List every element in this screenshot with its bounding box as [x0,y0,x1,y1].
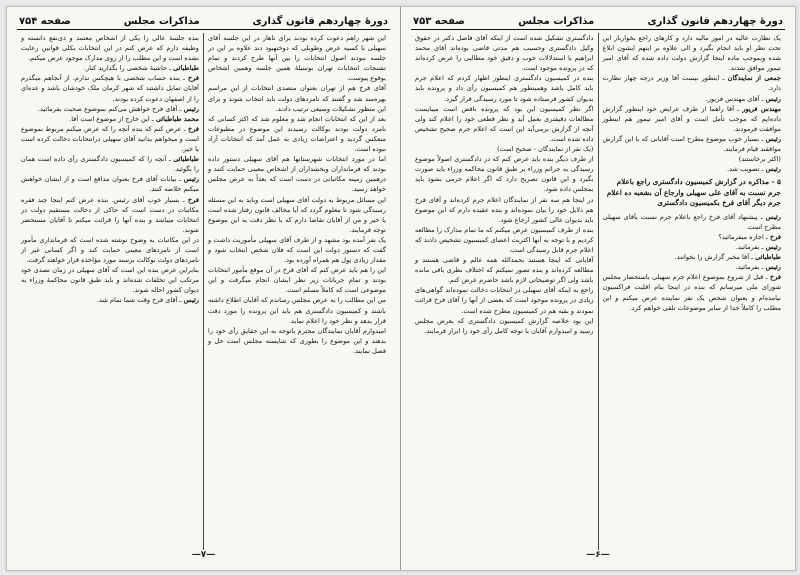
transcript-paragraph [415,225,594,255]
speech-text: پیشنهاد آقای فرخ راجع باعلام جرم نسبت بآقای سهیلی مطرح است. [602,212,781,231]
speech-text: (اکثر برخاستند) [738,155,781,164]
right-page-column-right [599,33,786,550]
speech-text: عرض کنم که بنده آنچه را که عرض میکنم مربوط بموضوع است و میخواهم بدانید آقای سهیلی درانتخابات دخالت کرده است یا خیر. [21,124,199,154]
transcript-paragraph: رئیس ـ تصویب شد. [727,165,781,174]
transcript-paragraph: رئیس ـ پیشنهاد آقای فرخ راجع باعلام جرم نسبت بآقای سهیلی مطرح است. [602,212,781,231]
speaker-name: جمعی از نمایندگان [727,74,781,83]
speech-text: این شهر راهم دعوت کرده بودند برای ناهار در این جلسه آقای سهیلی با کسیه عرض وطوبلی که دوختهبود دند علاوه بر این در جلسه نبودند اصول انتخابات را بین آنها طرح کردند و تمام تشنجات انتخابات تهران بوسیلهٔ همین جلسه وهمین اشخاص بوقوع پیوست. [208,34,386,83]
transcript-paragraph: محمد طباطبائی ـ این خارج از موضوع است آقا. [69,114,199,123]
transcript-paragraph: فرخ ـ بنده حساب شخصی با هیچکس ندارم. از آنجاهم میگذرم آقایان تمایل داشتند که شهر کرمان ملک خودشان باشد و عده‌ای را از اصفهان دعوت کرده بودند. [21,74,199,103]
speech-text: حاشیهٔ شخصی را بگذارید کنار. [83,64,168,73]
speech-text: بنده حساب شخصی با هیچکس ندارم. از آنجاهم میگذرم آقایان تمایل داشتند که شهر کرمان ملک خودشان باشد و عده‌ای را از اصفهان دعوت کرده بودند. [21,74,199,103]
speech-text: امیدوارم آقایان نمایندگان محترم باتوجه به این حقایق رأی خود را بدهند و این موضوع را بطوری که شایسته مجلس است حل و فصل نمایند. [208,326,386,355]
speaker-name: فرخ [187,195,200,204]
transcript-paragraph [208,326,386,356]
speech-text: اما در مورد انتخابات شهرستانها هم آقای سهیلی دستور داده بودند که فرمانداران وبخشداران از اشخاص معینی حمایت کنند و درهمین زمینه مکاتباتی در دست است که بعداً به عرض مجلس خواهد رسید. [208,155,386,194]
transcript-paragraph: طباطبائی ـ آنچه را که کمیسیون دادگستری رأی داده است همان را بگوئید. [21,155,200,174]
transcript-paragraph [415,285,594,315]
speech-text: بسیار خوب موضوع مطرح است آقایانی که با این گزارش موافقند قیام فرمایند. [602,134,781,154]
transcript-paragraph: طباطبائی ـ آقا مخبر گزارش را بخوانند. [674,253,781,262]
right-page-number: صفحه ۷۵۳ [413,16,465,27]
transcript-paragraph [208,295,386,325]
speaker-name: رئیس [765,94,781,103]
speech-text: قبل از شروع بموضوع اعلام جرم سهیلی باستحضار مجلس شورای ملی میرسانم که بنده در اینجا بنام اقلیت فراکسیون نیامده‌ام و بعنوان شخص یک نفر نماینده عرض میکنم و این مطلب را کاملاً جدا از سایر موضوعات تلقی خواهم کرد. [602,273,781,312]
transcript-paragraph: فرخ ـ بسیار خوب آقای رئیس. بنده عرض کنم اینجا چند فقره مکاتبات در دست است که حاکی از دخالت مستقیم دولت در انتخابات میباشد و بنده آنها را قرائت میکنم تا آقایان مستحضر شوند. [21,195,200,234]
speech-text: آقا راهما از طرف عرایض خود اینطور گزارش داده‌ایم که موجب تأمل است و آقای امیر تیمور هم اینطور موافقت فرمودند. [602,104,781,133]
transcript-paragraph: طباطبائی ـ حاشیهٔ شخصی را بگذارید کنار. [83,64,199,73]
left-page [7,7,401,570]
speech-text: بسیار خوب آقای رئیس. بنده عرض کنم اینجا چند فقره مکاتبات در دست است که حاکی از دخالت مستقیم دولت در انتخابات میباشد و بنده آنها را قرائت میکنم تا آقایان مستحضر شوند. [21,195,199,234]
speaker-name: رئیس [183,175,200,184]
transcript-paragraph: رئیس ـ آقای مهندس فریور. [705,94,781,103]
speaker-name: فرخ [769,273,781,282]
transcript-paragraph [208,33,386,83]
speech-text: بفرمائید. [735,263,760,272]
transcript-paragraph: رئیس ـ آقای فرخ وقت شما تمام شد. [96,296,199,305]
speech-text: آقای مهندس فریور. [705,94,760,103]
transcript-paragraph: فرخ ـ قبل از شروع بموضوع اعلام جرم سهیلی باستحضار مجلس شورای ملی میرسانم که بنده در اینجا بنام اقلیت فراکسیون نیامده‌ام و بعنوان شخص یک نفر نماینده عرض میکنم و این مطلب را کاملاً جدا از سایر موضوعات تلقی خواهم کرد. [602,273,781,312]
transcript-paragraph: رئیس ـ بفرمائید. [735,243,781,252]
speech-text: (یک نفر از نمایندگان - صحیح است) [497,145,594,154]
transcript-paragraph: جمعی از نمایندگان ـ اینطور نیست آقا وزیر درجه چهار نظارت دارد. [602,74,781,93]
speech-text: آقایانی که اینجا هستند بحمدالله همه عالم و قاضی هستند و مطالعه کرده‌اند و بنده تصور نمیکنم که اختلاف نظری باقی مانده باشد ولی اگر توضیحاتی لازم باشد حاضرم عرض کنم. [415,256,594,285]
left-page-column-left [17,33,204,550]
speech-text: دادگستری تشکیل شده است از اینکه آقای فاضل دکتر در حقوق وکیل دادگستری وحسیب هم مدتی قاضی بوده‌اند آقای محمد ابراهیم با استدلالات خوب و دقیق خود مطالبی را عرض کرده‌اند که در پرونده موجود است. [415,34,594,73]
speaker-name: فرخ [769,233,781,241]
speech-text: اگر نظر کمیسیون این بود که پرونده ناقص است میبایست مطالعات دقیقتری بعمل آید و نظر قطعی خود را اعلام کند ولی آنچه از گزارش برمی‌آید این است که اعلام جرم صحیح تشخیص داده شده است. [415,104,594,143]
right-page-session: دورهٔ چهاردهم قانون گذاری [647,16,783,27]
book-spread [6,6,796,571]
speaker-name: رئیس [765,134,782,143]
speech-text: این مسائل مربوط به دولت آقای سهیلی است وباید به این مسئله رسیدگی شود تا معلوم گردد که آیا مخالف قانون رفتار شده است یا خیر و من از آقایان تقاضا دارم که با نظر دقت به این موضوع توجه فرمایند. [208,195,386,234]
left-page-number: صفحه ۷۵۴ [19,16,71,27]
transcript-paragraph: فرخ ـ اجازه میفرمائید؟ [718,233,781,241]
speech-text: یک نفر آمده بود مشهد و از طرف آقای سهیلی مأموریت داشت و گفت که دستور دولت این است که فلان شخص انتخاب شود و مقدار زیادی پول هم همراه آورده بود. [208,235,386,265]
transcript-paragraph: مهندس فریور ـ آقا راهما از طرف عرایض خود اینطور گزارش داده‌ایم که موجب تأمل است و آقای امیر تیمور هم اینطور موافقت فرمودند. [602,104,781,133]
speech-text: بنده در کمیسیون دادگستری اینطور اظهار کردم که اعلام جرم باید کامل باشد وهمینطور هم کمیسیون رأی داد و پرونده باید بدیوان کشور فرستاده شود تا مورد رسیدگی قرار گیرد. [415,74,594,103]
speech-text: آقای فرخ هم از تهران بعنوان متصدی انتخابات از این مراسم بهره‌مند شد و گفتند که نامزدهای دولت باید انتخاب شوند و برای این منظور تشکیلات وسیعی ترتیب دادند. [208,84,386,113]
transcript-paragraph [603,33,782,73]
right-page [401,7,795,570]
agenda-heading: ۵ - مذاکره در گزارش کمیسیون دادگستری راجع باعلام جرم نسبت به آقای علی سهیلی وارجاع آن بشعبه ده اعلام جرم دیگر آقای فرخ بکمیسیون دادگستری [606,177,781,208]
speaker-name: رئیس [765,165,781,174]
transcript-paragraph: فرخ ـ عرض کنم که بنده آنچه را که عرض میکنم مربوط بموضوع است و میخواهم بدانید آقای سهیلی درانتخابات دخالت کرده است یا خیر. [21,124,199,154]
transcript-paragraph [415,195,594,225]
speech-text: آقای فرخ خواهش می‌کنم بموضوع صحبت بفرمائید. [37,104,178,113]
transcript-paragraph [208,265,386,295]
transcript-paragraph [415,154,594,194]
speaker-name: فرخ [187,124,199,133]
speech-text: آقا مخبر گزارش را بخوانند. [674,253,750,262]
speech-text: اینطور نیست آقا وزیر درجه چهار نظارت دارد. [602,74,781,93]
speech-text: یک نظارت عالیه در امور مالیه دارد و کارهای راجع بخواربار این تحت نظر او باید انجام بگیرد و الی علاوه بر اینهم ایشون ابلاغ شده وبموجب ماده اینجا گزارش دولت داده شده که آقای امیر تیمور موافق شدند. [602,34,781,73]
speaker-name: رئیس [183,104,199,113]
speech-text: در اینجا هم سه نفر از نمایندگان اعلام جرم کرده‌اند و آقای فرخ هم دلایل خود را بیان نموده‌اند و بنده عقیده دارم که این موضوع باید بدیوان عالی کشور ارجاع شود. [415,195,594,224]
transcript-paragraph: رئیس ـ بسیار خوب موضوع مطرح است آقایانی که با این گزارش موافقند قیام فرمایند. [602,134,782,154]
speech-text: تصویب شد. [727,165,760,174]
transcript-paragraph [21,33,199,63]
left-page-header [17,13,390,30]
transcript-paragraph [208,195,386,235]
right-page-column-left [411,33,599,550]
speaker-name: طباطبائی [755,253,781,262]
speaker-name: مهندس فریور [742,104,781,113]
transcript-paragraph: رئیس ـ بیانات آقای فرخ بعنوان مدافع است و از ایشان خواهش میکنم خلاصه کنند. [21,175,200,194]
speaker-name: طباطبائی [173,64,199,73]
speech-text: اجازه میفرمائید؟ [718,233,764,241]
transcript-paragraph [415,104,594,144]
transcript-paragraph [415,73,594,103]
speaker-name: رئیس [765,263,781,272]
speaker-name: طباطبائی [173,155,200,164]
transcript-paragraph [208,235,386,265]
speech-text: در این مکاتبات به وضوح نوشته شده است که فرمانداری مأمور است از نامزدهای معینی حمایت کند و اگر کسانی غیر از نامزدهای دولت بوکالت برسند مورد مؤاخذه قرار خواهند گرفت. [21,235,199,265]
speech-text: از طرف دیگر بنده باید عرض کنم که در دادگستری اصولاً موضوع رسیدگی به جرائم وزراء بر طبق قانون محاکمه وزراء باید صورت بگیرد و این قانون تصریح دارد که اگر اعلام جرمی بشود باید بمجلس داده شود. [415,155,594,194]
transcript-paragraph [603,154,782,164]
right-page-header [411,13,785,30]
transcript-paragraph [21,235,199,265]
transcript-paragraph [208,83,386,113]
speech-text: راجع به اینکه آقای سهیلی در انتخابات دخالت نموده‌اند گواهی‌های زیادی در پرونده موجود است که بعضی از آنها را آقای فرخ قرائت نمودند و بقیه هم در کمیسیون مطرح شده است. [415,286,594,315]
speech-text: بیانات آقای فرخ بعنوان مدافع است و از ایشان خواهش میکنم خلاصه کنند. [21,175,199,194]
left-page-column-right [204,33,390,550]
speech-text: این خارج از موضوع است آقا. [69,114,150,123]
speech-text: بفرمائید. [735,243,760,252]
speech-text: آقای فرخ وقت شما تمام شد. [96,296,178,305]
left-page-footer-number: —۷— [191,550,216,560]
right-page-footer-number: —۶— [586,550,610,560]
transcript-paragraph [415,33,594,73]
right-page-title: مذاکرات مجلس [518,16,595,27]
left-page-columns [17,33,390,550]
speaker-name: رئیس [183,296,199,305]
speech-text: بنابراین عرض بنده این است که آقای سهیلی در زمان تصدی خود مرتکب این تخلفات شده‌اند و باید طبق قانون محاکمهٔ وزراء به دیوان کشور احاله شوند. [21,266,199,295]
transcript-paragraph [415,255,594,285]
transcript-paragraph [21,265,199,295]
left-page-title: مذاکرات مجلس [123,16,200,27]
speech-text: این بود خلاصه گزارش کمیسیون دادگستری که بعرض مجلس رسید و امیدوارم آقایان با توجه کامل رأی خود را ابراز فرمایند. [415,316,594,335]
transcript-paragraph: رئیس ـ آقای فرخ خواهش می‌کنم بموضوع صحبت بفرمائید. [37,104,199,113]
speaker-name: فرخ [187,74,199,83]
right-page-columns [411,33,785,550]
speech-text: این را هم باید عرض کنم که آقای فرخ در آن موقع مأمور انتخابات بودند و تمام جریانات زیر نظر ایشان انجام میگرفت و این موضوعی است که کاملاً مسلم است. [208,266,386,295]
speech-text: آنچه را که کمیسیون دادگستری رأی داده است همان را بگوئید. [21,155,199,174]
speech-text: بنده از طرف کمیسیون عرض میکنم که ما تمام مدارک را مطالعه کردیم و با توجه به آنها اکثریت اعضای کمیسیون تشخیص دادند که اعلام جرم قابل رسیدگی است. [415,225,594,254]
speech-text: بنده جلسهٔ عالی را یکی از اشخاص معتمد و ذی‌نفع دانسته و وظیفه دارم که عرض کنم در این انتخابات بکلی قوانین رعایت نشده است و این مطلب را از روی مدارک موجود عرض میکنم. [21,34,199,63]
transcript-paragraph: رئیس ـ بفرمائید. [735,263,781,272]
transcript-paragraph [208,114,386,154]
transcript-paragraph [415,144,594,154]
speaker-name: رئیس [765,212,781,221]
transcript-paragraph [208,154,386,194]
left-page-session: دورهٔ چهاردهم قانون گذاری [252,16,388,27]
speech-text: من این مطالب را به عرض مجلس رساندم که آقایان اطلاع داشته باشند و کمیسیون دادگستری هم باید این پرونده را مورد دقت قرار بدهد و نظر خود را اعلام نماید. [208,296,386,325]
speaker-name: رئیس [765,243,781,252]
speaker-name: محمد طباطبائی [155,114,199,123]
transcript-paragraph [415,316,594,336]
speech-text: بعد از این که انتخابات انجام شد و معلوم شد که اکثر کسانی که نامزد دولت بودند بوکالت رسیدند این موضوع در مطبوعات منعکس گردید و اعتراضات زیادی به عمل آمد که انتخابات آزاد نبوده است. [208,114,386,154]
